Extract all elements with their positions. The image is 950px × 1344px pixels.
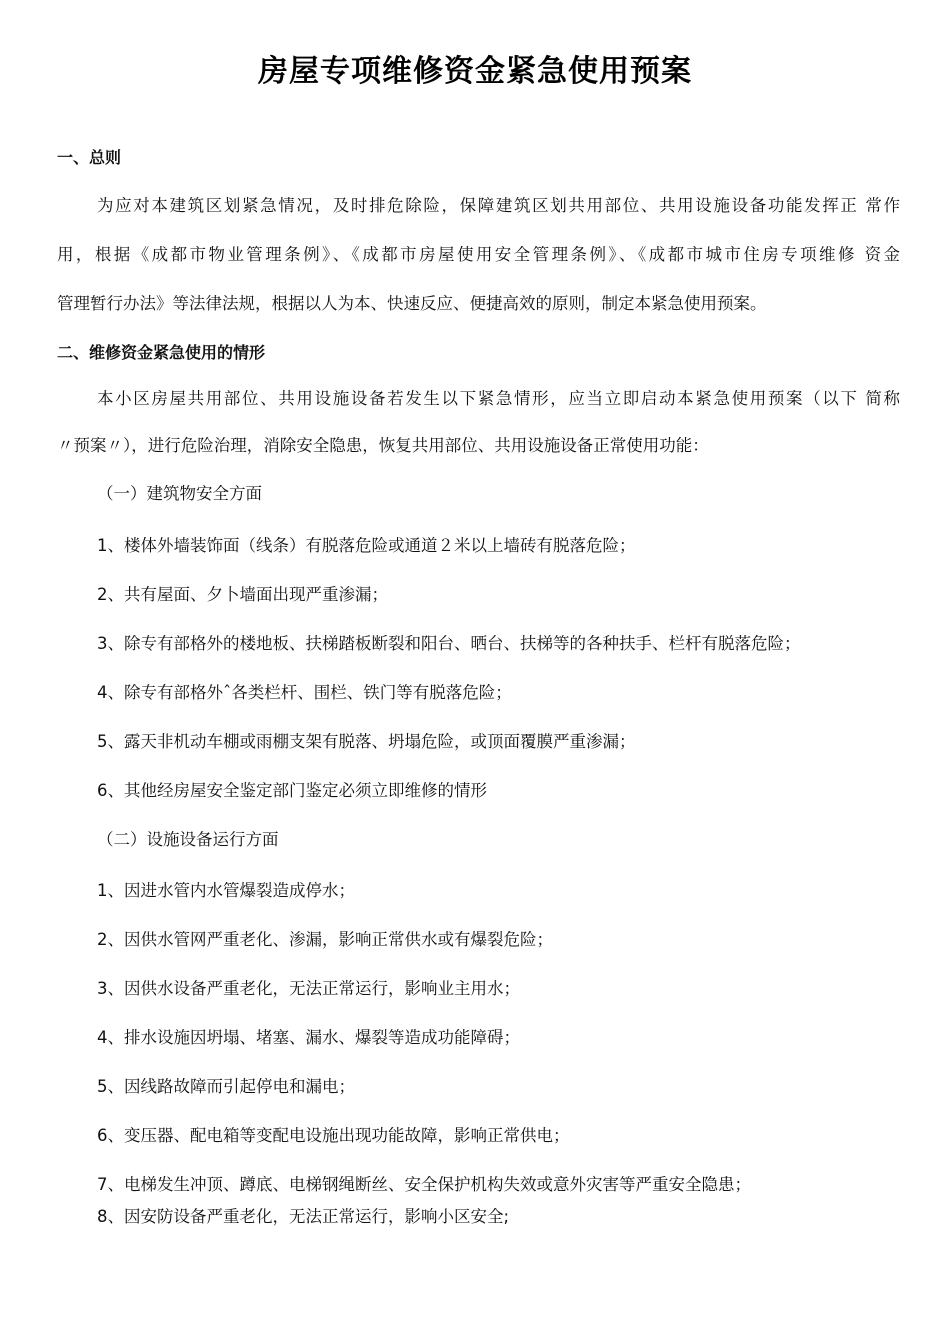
list-item: 1、楼体外墙装饰面（线条）有脱落危险或通道２米以上墙砖有脱落危险；: [97, 536, 636, 555]
paragraph-line: 用，根据《成都市物业管理条例》、《成都市房屋使用安全管理条例》、《成都市城市住房专项维修 资金: [57, 245, 900, 264]
list-item: 2、因供水管网严重老化、渗漏，影响正常供水或有爆裂危险；: [97, 930, 553, 949]
section-heading-emergency-cases: 二、维修资金紧急使用的情形: [57, 343, 266, 362]
list-item: 6、其他经房屋安全鉴定部门鉴定必须立即维修的情形: [97, 781, 487, 800]
paragraph-line: 本小区房屋共用部位、共用设施设备若发生以下紧急情形，应当立即启动本紧急使用预案（以下 简称: [97, 389, 900, 408]
list-item: 3、除专有部格外的楼地板、扶梯踏板断裂和阳台、晒台、扶梯等的各种扶手、栏杆有脱落危险；: [97, 634, 801, 653]
list-item: 3、因供水设备严重老化，无法正常运行，影响业主用水；: [97, 979, 520, 998]
section-heading-general: 一、总则: [57, 148, 122, 167]
page-title: 房屋专项维修资金紧急使用预案: [258, 54, 692, 89]
subsection-heading-building-safety: （一）建筑物安全方面: [97, 484, 262, 503]
paragraph-line: 〃预案〃），进行危险治理，消除安全隐患，恢复共用部位、共用设施设备正常使用功能：: [57, 436, 709, 455]
list-item: 2、共有屋面、夕卜墙面出现严重渗漏；: [97, 585, 388, 604]
list-item: 6、变压器、配电箱等变配电设施出现功能故障，影响正常供电；: [97, 1126, 570, 1145]
paragraph-line: 为应对本建筑区划紧急情况，及时排危除险，保障建筑区划共用部位、共用设施设备功能发挥正 常作: [97, 196, 900, 215]
paragraph-line: 管理暂行办法》等法律法规，根据以人为本、快速反应、便捷高效的原则，制定本紧急使用预案。: [57, 294, 767, 313]
list-item: 4、除专有部格外ˆ各类栏杆、围栏、铁门等有脱落危险；: [97, 683, 512, 702]
list-item: 7、电梯发生冲顶、蹲底、电梯钢绳断丝、安全保护机构失效或意外灾害等严重安全隐患；: [97, 1175, 751, 1194]
subsection-heading-facilities: （二）设施设备运行方面: [97, 830, 279, 849]
list-item: 1、因进水管内水管爆裂造成停水；: [97, 881, 355, 900]
list-item: 5、露天非机动车棚或雨棚支架有脱落、坍塌危险，或顶面覆膜严重渗漏；: [97, 732, 636, 751]
list-item: 8、因安防设备严重老化，无法正常运行，影响小区安全;: [97, 1207, 510, 1226]
list-item: 4、排水设施因坍塌、堵塞、漏水、爆裂等造成功能障碍；: [97, 1028, 520, 1047]
list-item: 5、因线路故障而引起停电和漏电；: [97, 1077, 355, 1096]
